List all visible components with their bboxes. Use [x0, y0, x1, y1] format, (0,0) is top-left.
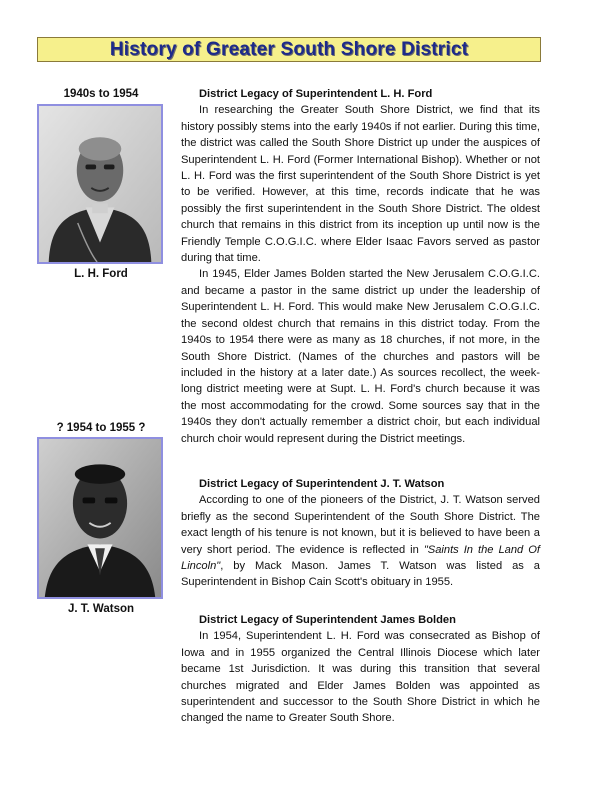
paragraph-text: , by Mack Mason. James T. Watson was listed as a Superintendent in Bishop Cain Scott's obituary in 1955.: [181, 560, 540, 589]
watson-portrait-photo: [37, 437, 163, 599]
ford-name-caption: L. H. Ford: [74, 268, 128, 280]
book-title: "Saints In the Land Of Lincoln": [181, 543, 540, 573]
ford-portrait-photo: [37, 104, 163, 264]
section-heading-ford: District Legacy of Superintendent L. H. Ford: [199, 88, 433, 100]
paragraph-text: According to one of the pioneers of the District, J. T. Watson served briefly as the second Superintendent of the South Shore District. The exact length of his tenure is not known, but it is believed to have been a very short period. The evidence is reflected in: [181, 494, 540, 556]
page-title-banner: [37, 37, 541, 62]
paragraph: In researching the Greater South Shore District, we find that its history possibly stems into the early 1940s if not earlier. During this time, the district was called the South Shore District up under the auspices of Superintendent L. H. Ford (Former International Bishop). Whether or not L. H. Ford was the first superintendent of the South Shore District is yet to be verified. However, at this time, records indicate that he was possibly the first superintendent in the South Shore District. The oldest church that remains in this district from its inception up until now is the Friendly Temple C.O.G.I.C. where Elder Isaac Favors served as pastor during that time.: [181, 104, 540, 265]
page-title: History of Greater South Shore District: [109, 38, 469, 60]
section-heading-watson: District Legacy of Superintendent J. T. Watson: [199, 478, 445, 490]
section-ford: [181, 86, 540, 447]
ford-period-caption: 1940s to 1954: [63, 88, 139, 100]
watson-period-caption: ? 1954 to 1955 ?: [56, 422, 146, 434]
section-bolden: [181, 612, 540, 727]
watson-name-caption: J. T. Watson: [67, 603, 135, 615]
paragraph: In 1954, Superintendent L. H. Ford was consecrated as Bishop of Iowa and in 1955 organized the Central Illinois Diocese which later became 1st Jurisdiction. It was during this transition that several churches migrated and Elder James Bolden was appointed as superintendent and successor to the South Shore District in which he changed the name to Greater South Shore.: [181, 630, 540, 725]
paragraph: In 1945, Elder James Bolden started the New Jerusalem C.O.G.I.C. and became a pastor in the same district up under the leadership of Superintendent L. H. Ford. This would make New Jerusalem C.O.G.I.C. the second oldest church that remains in this district today. From the 1940s to 1954 there were as many as 18 churches, if not more, in the South Shore District. (Names of the churches and pastors will be included in the history at a later date.) As sources recollect, the week-long district meeting were at Supt. L. H. Ford's church because it was the most accommodating for the crowd. Some sources say that in the 1940s they don't actually remember a district choir, but each individual church choir would represent during the District meetings.: [181, 268, 540, 445]
section-watson: [181, 476, 540, 591]
paragraph: [181, 492, 540, 590]
section-heading-bolden: District Legacy of Superintendent James Bolden: [199, 614, 456, 626]
